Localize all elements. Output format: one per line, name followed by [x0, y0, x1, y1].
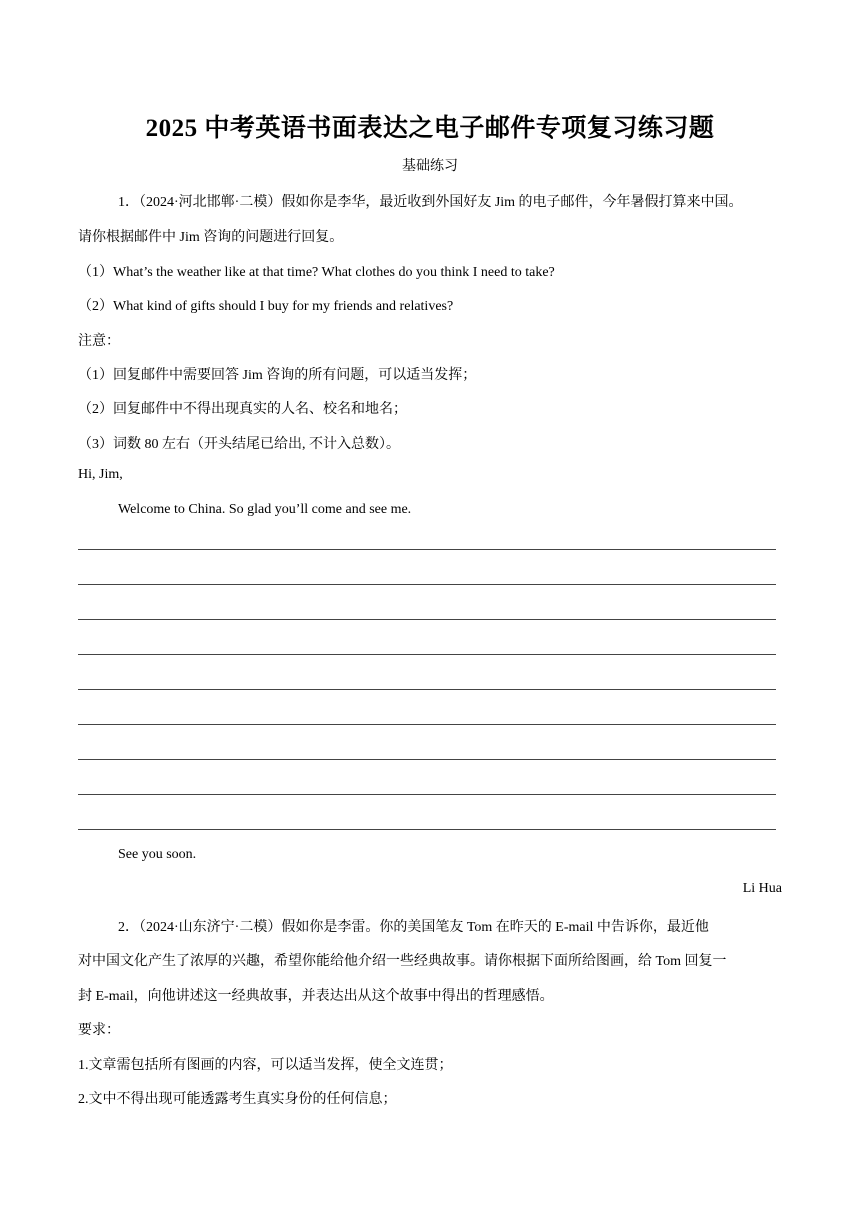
answer-line [78, 619, 776, 620]
q1-question-1: （1）What’s the weather like at that time? What clothes do you think I need to take? [78, 265, 555, 280]
answer-line [78, 759, 776, 760]
answer-line [78, 829, 776, 830]
q1-closing-line: See you soon. [118, 847, 197, 862]
q1-note-1: （1）回复邮件中需要回答 Jim 咨询的所有问题，可以适当发挥； [78, 368, 477, 383]
answer-line [78, 584, 776, 585]
q1-opening-line: Welcome to China. So glad you’ll come and see me. [118, 502, 412, 517]
answer-line [78, 549, 776, 550]
q1-note-2: （2）回复邮件中不得出现真实的人名、校名和地名； [78, 402, 407, 417]
q1-greeting: Hi, Jim, [78, 467, 123, 482]
q1-prompt-line-1: 1．（2024·河北邯郸·二模）假如你是李华，最近收到外国好友 Jim 的电子邮件，今年暑假打算来中国。 [118, 195, 743, 210]
q1-note-label: 注意： [78, 334, 120, 349]
q1-prompt-line-2: 请你根据邮件中 Jim 咨询的问题进行回复。 [78, 230, 344, 245]
q1-signature: Li Hua [742, 881, 782, 896]
q2-requirements-label: 要求： [78, 1023, 120, 1038]
section-subtitle: 基础练习 [402, 159, 458, 174]
q2-prompt-line-3: 封 E-mail，向他讲述这一经典故事，并表达出从这个故事中得出的哲理感悟。 [78, 989, 554, 1004]
q2-requirement-2: 2.文中不得出现可能透露考生真实身份的任何信息； [78, 1092, 397, 1107]
q2-requirement-1: 1.文章需包括所有图画的内容，可以适当发挥，使全文连贯； [78, 1058, 453, 1073]
q2-prompt-line-2: 对中国文化产生了浓厚的兴趣，希望你能给他介绍一些经典故事。请你根据下面所给图画，给 Tom 回复一 [78, 954, 727, 969]
answer-line [78, 794, 776, 795]
q2-prompt-line-1: 2．（2024·山东济宁·二模）假如你是李雷。你的美国笔友 Tom 在昨天的 E-mail 中告诉你，最近他 [118, 920, 709, 935]
page-title: 2025 中考英语书面表达之电子邮件专项复习练习题 [145, 115, 715, 142]
q1-question-2: （2）What kind of gifts should I buy for my friends and relatives? [78, 299, 454, 314]
answer-line [78, 654, 776, 655]
answer-line [78, 689, 776, 690]
answer-line [78, 724, 776, 725]
q1-note-3: （3）词数 80 左右（开头结尾已给出, 不计入总数）。 [78, 437, 400, 452]
